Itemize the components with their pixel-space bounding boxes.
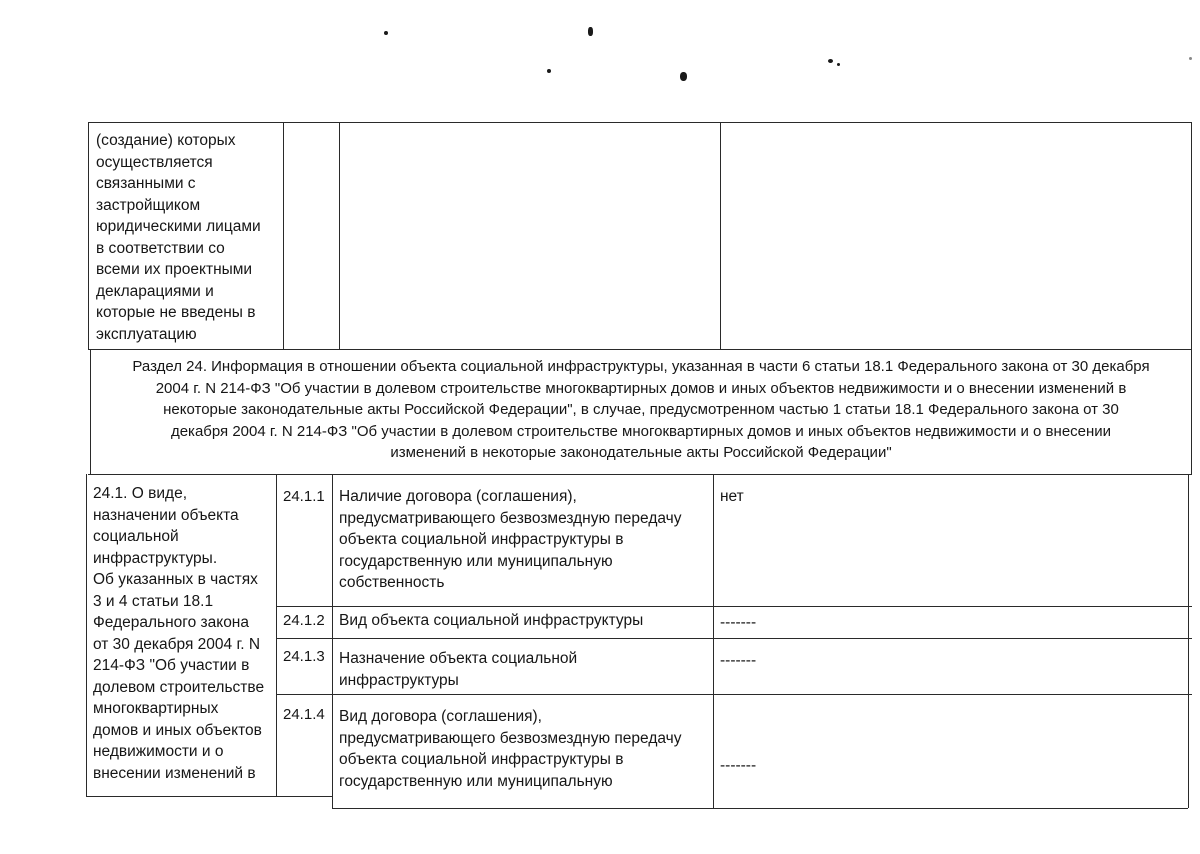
- text-line: объекта социальной инфраструктуры в: [339, 531, 624, 548]
- text-line: юридическими лицами: [96, 218, 261, 235]
- text-line: декларациями и: [96, 282, 214, 300]
- text-line: осуществляется: [96, 153, 213, 171]
- text-line: собственность: [339, 574, 445, 591]
- text-line: Наличие договора (соглашения),: [339, 488, 577, 505]
- text-line: застройщиком: [96, 196, 201, 214]
- text-line: (создание) которых: [96, 132, 236, 149]
- scan-speck: [837, 63, 840, 66]
- scan-speck: [1189, 57, 1192, 60]
- text-line: Вид объекта социальной инфраструктуры: [339, 612, 644, 629]
- text-line: которые не введены в: [96, 304, 256, 321]
- text-line: Об указанных в частях: [93, 571, 258, 588]
- row-number: 24.1.3: [283, 648, 325, 665]
- row-number: 24.1.4: [283, 706, 325, 723]
- text-line: Федерального закона: [93, 614, 249, 631]
- text-line: социальной: [93, 528, 179, 545]
- row-value: -------: [720, 757, 757, 774]
- text-line: недвижимости и о: [93, 743, 224, 760]
- text-line: в соответствии со: [96, 239, 225, 257]
- section-header: [92, 356, 1190, 464]
- header-line: Раздел 24. Информация в отношении объекта социальной инфраструктуры, указанная в части 6 статьи 18.1 Федерального закона от 30 декабря: [132, 358, 1150, 375]
- header-line: декабря 2004 г. N 214-ФЗ "Об участии в долевом строительстве многоквартирных домов и иных объектов недвижимости и о внесении: [170, 422, 1112, 440]
- text-line: 214-ФЗ "Об участии в: [93, 657, 250, 674]
- text-line: 24.1. О виде,: [93, 485, 188, 502]
- text-line: эксплуатацию: [96, 325, 197, 343]
- row-number: 24.1.1: [283, 488, 325, 505]
- text-line: предусматривающего безвозмездную передачу: [339, 509, 682, 527]
- scan-speck: [588, 27, 593, 36]
- scan-speck: [828, 59, 833, 63]
- text-line: государственную или муниципальную: [339, 772, 613, 790]
- scan-speck: [547, 69, 551, 73]
- text-line: многоквартирных: [93, 700, 219, 717]
- row-label: [339, 486, 711, 594]
- text-line: от 30 декабря 2004 г. N: [93, 635, 261, 653]
- header-line: некоторые законодательные акты Российской Федерации", в случае, предусмотренном частью 1 статьи 18.1 Федерального закона от 30: [163, 401, 1119, 418]
- text-line: домов и иных объектов: [93, 721, 262, 739]
- continuation-cell: [96, 130, 282, 345]
- row-label: [339, 648, 711, 691]
- text-line: Назначение объекта социальной: [339, 650, 578, 667]
- text-line: Вид договора (соглашения),: [339, 708, 542, 725]
- text-line: внесении изменений в: [93, 764, 256, 782]
- scan-speck: [384, 31, 388, 35]
- header-line: изменений в некоторые законодательные акты Российской Федерации": [390, 444, 892, 461]
- text-line: предусматривающего безвозмездную передачу: [339, 729, 682, 747]
- text-line: инфраструктуры: [339, 671, 459, 689]
- row-label: [339, 706, 711, 792]
- row-number: 24.1.2: [283, 612, 325, 629]
- text-line: 3 и 4 статьи 18.1: [93, 592, 214, 610]
- row-label: [339, 610, 711, 632]
- text-line: долевом строительстве: [93, 678, 265, 696]
- text-line: связанными с: [96, 175, 196, 192]
- row-value: нет: [720, 488, 744, 505]
- row-value: -------: [720, 614, 757, 631]
- text-line: объекта социальной инфраструктуры в: [339, 751, 624, 768]
- text-line: инфраструктуры.: [93, 549, 218, 567]
- row-value: -------: [720, 652, 757, 669]
- header-line: 2004 г. N 214-ФЗ "Об участии в долевом строительстве многоквартирных домов и иных объектов недвижимости и о внесении изменений в: [155, 379, 1127, 397]
- group-label: [93, 483, 275, 784]
- scan-speck: [680, 72, 687, 81]
- text-line: назначении объекта: [93, 506, 239, 524]
- text-line: всеми их проектными: [96, 261, 253, 278]
- text-line: государственную или муниципальную: [339, 552, 613, 570]
